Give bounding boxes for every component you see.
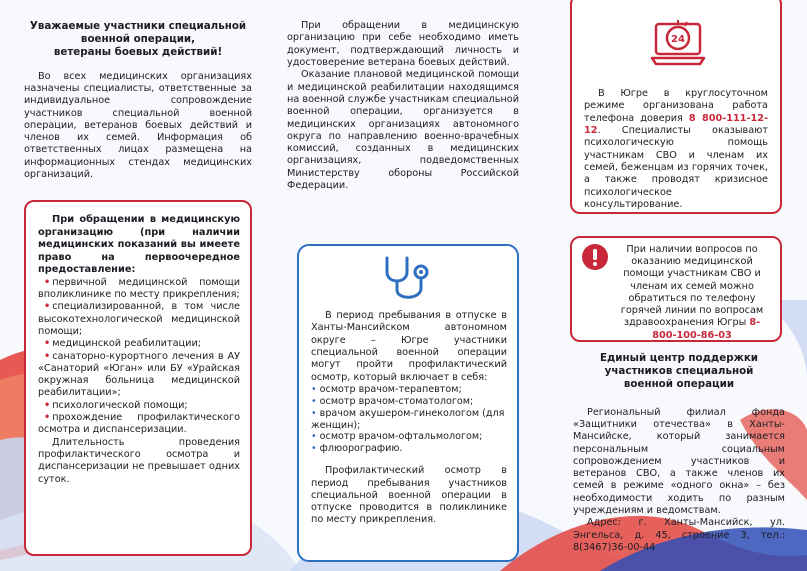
support-center-title-line: военной операции [623,377,735,390]
greeting-line: ветераны боевых действий! [53,45,223,58]
list-item: • прохождение профилактического осмотра и диспансеризации. [38,412,240,436]
list-item: • специализированной, в том числе высокотехнологической медицинской помощи; [38,301,240,337]
column-2 [287,20,519,192]
list-item-text: прохождение профилактического осмотра и диспансеризации. [38,412,240,436]
intro-paragraph: Во всех медицинских организациях назначены специалисты, ответственные за индивидуальное сопровождение участников специальной военной операции, ветеранов боевых действий и членов их семей. Информация об ответственных лицах размещена на информационных стендах медицинских организаций. [24,70,252,181]
support-center-title-line: Единый центр поддержки [599,352,759,364]
list-item-text: осмотр врачом-стоматологом; [319,395,474,407]
health-hotline-phone[interactable]: 8-800-100-86-03 [652,317,761,341]
checkup-tail: Профилактический осмотр в период пребывания участников специальной военной операции в отпуске проводится в поликлинике по месту прикрепления. [311,465,507,526]
list-item: • флюорографию. [311,443,403,455]
list-item-text: первичной медицинской помощи вполиклинике по месту прикрепления; [38,276,240,300]
hotline-24-box [570,0,782,214]
greeting-line: Уважаемые участники специальной [29,20,247,32]
clock-24-icon [650,16,706,68]
support-center-title [573,352,785,391]
checkup-intro: В период пребывания в отпуске в Ханты-Мансийском автономном округе – Югре участники специальной военной операции могут пройти профилактический осмотр, который включает в себя: [311,310,507,383]
list-item-text: психологической помощи; [52,399,188,411]
column-1 [24,20,252,181]
priority-care-box [24,200,252,556]
hotline-24-phone[interactable]: 8 800-111-12-12 [584,112,768,136]
support-center-block [573,352,785,554]
list-item: • медицинской реабилитации; [44,338,202,350]
priority-list [38,277,240,437]
list-item-text: врачом акушером-гинекологом (для женщин); [311,407,505,431]
planned-care-paragraph: Оказание плановой медицинской помощи и медицинской реабилитации находящимся на военной службе участникам специальной военной операции, организуется в медицинских организациях автономного округа по направлению военно-врачебных комиссий, созданных в медицинских организациях, подведомственных Министерству обороны Российской Федерации. [287,69,519,192]
support-center-title-line: участников специальной [604,364,754,377]
support-center-text: Региональный филиал фонда «Защитники отечества» в Ханты-Мансийске, который занимается персональным социальным сопровождением участников и ветеранов СВО, а также членов их семей в режиме «одного окна» – без необходимости ходить по разным учреждениям и ведомствам. [573,406,785,517]
list-item: • санаторно-курортного лечения в АУ «Санаторий «Юган» или БУ «Урайская окружная больница медицинской реабилитации»; [38,350,240,399]
health-hotline-text-body: При наличии вопросов по оказанию медицинской помощи участникам СВО и членам их семей можно обратиться по телефону горячей линии по вопросам здравоохранения Югры [620,244,764,329]
list-item: • первичной медицинской помощи вполиклинике по месту прикрепления; [38,276,240,300]
list-item-text: санаторно-курортного лечения в АУ «Санаторий «Юган» или БУ «Урайская окружная больница медицинской реабилитации»; [38,350,240,399]
list-item: • осмотр врачом-стоматологом; [311,395,474,407]
hotline-24-text-start: В Югре в круглосуточном режиме организована работа телефона доверия [584,88,768,124]
support-center-address: Адрес: г. Ханты-Мансийск, ул. Энгельса, д. 45, строение 3, тел.: 8(3467)36-00-44 [573,517,785,554]
stethoscope-icon [379,254,437,304]
hotline-24-text [584,88,768,211]
list-item: • осмотр врачом-терапевтом; [311,383,462,395]
exclamation-icon [582,244,608,270]
checkup-list [311,384,507,455]
health-hotline-box [570,236,782,342]
priority-box-tail: Длительность проведения профилактического осмотра и диспансеризации не превышает одних суток. [38,436,240,485]
documents-paragraph: При обращении в медицинскую организацию при себе необходимо иметь документ, подтверждающий личность и удостоверение ветерана боевых действий. [287,20,519,68]
list-item-text: медицинской реабилитации; [52,338,202,350]
priority-box-heading-text: При обращении в медицинскую организацию (при наличии медицинских показаний вы имеете право на первоочередное предоставление: [38,214,240,276]
list-item-text: осмотр врачом-офтальмологом; [319,431,483,443]
list-item: • осмотр врачом-офтальмологом; [311,431,483,443]
hotline-24-text-end: . Специалисты оказывают психологическую помощь участникам СВО и членам их семей, беженцам из горячих точек, а также проводят кризисное психологическое консультирование. [584,124,768,210]
health-hotline-text [612,244,772,342]
greeting-line: военной операции, [80,32,196,45]
svg-text:24: 24 [671,34,685,45]
list-item-text: осмотр врачом-терапевтом; [319,383,462,395]
list-item: • врачом акушером-гинекологом (для женщин); [311,407,505,431]
list-item: • психологической помощи; [44,399,188,411]
priority-box-heading [38,214,240,277]
checkup-box [297,244,519,562]
greeting-title [24,20,252,59]
list-item-text: флюорографию. [319,443,403,455]
list-item-text: специализированной, в том числе высокотехнологической медицинской помощи; [38,301,240,337]
